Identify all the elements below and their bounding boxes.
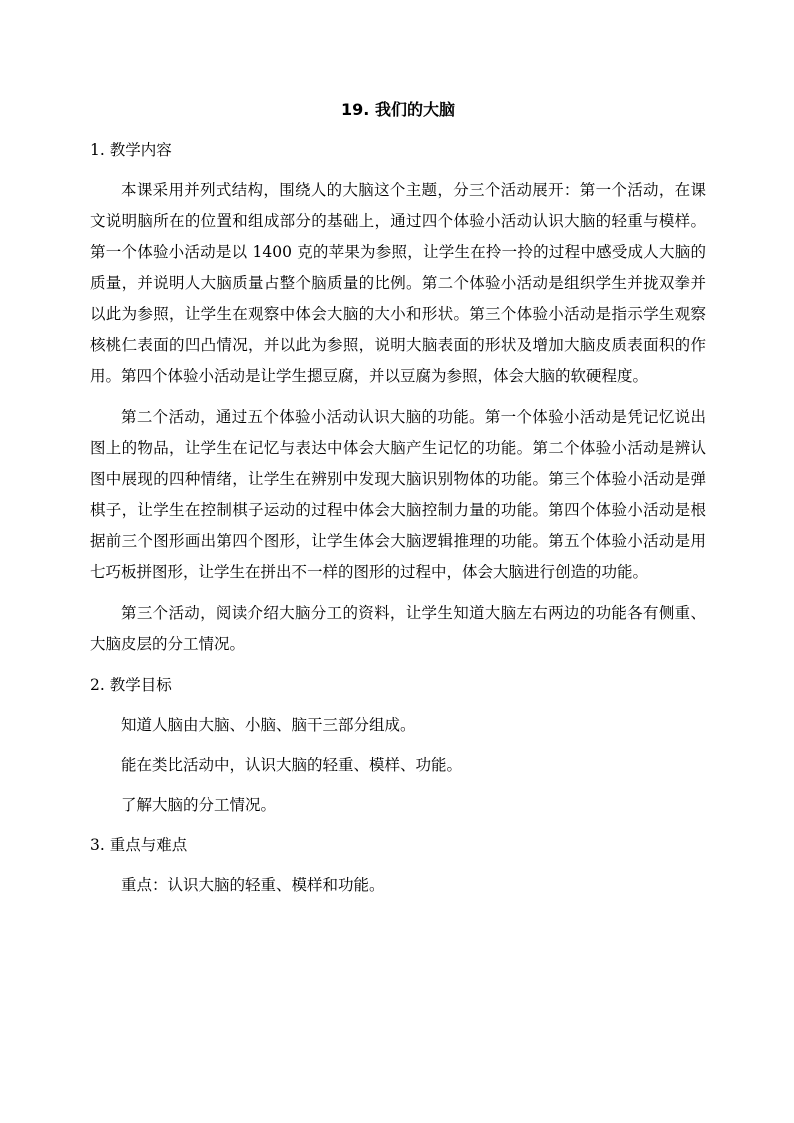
document-title: 19. 我们的大脑 (341, 100, 455, 119)
document-body (90, 95, 706, 910)
goal-item: 能在类比活动中，认识大脑的轻重、模样、功能。 (121, 756, 463, 774)
section-heading-key-points: 3. 重点与难点 (90, 836, 188, 854)
key-point-item: 重点：认识大脑的轻重、模样和功能。 (121, 876, 385, 894)
paragraph-activity-three: 第三个活动，阅读介绍大脑分工的资料，让学生知道大脑左右两边的功能各有侧重、大脑皮层的分工情况。 (90, 604, 706, 653)
paragraph-activity-two: 第二个活动，通过五个体验小活动认识大脑的功能。第一个体验小活动是凭记忆说出图上的物品，让学生在记忆与表达中体会大脑产生记忆的功能。第二个体验小活动是辨认图中展现的四种情绪，让学生在辨别中发现大脑识别物体的功能。第三个体验小活动是弹棋子，让学生在控制棋子运动的过程中体会大脑控制力量的功能。第四个体验小活动是根据前三个图形画出第四个图形，让学生体会大脑逻辑推理的功能。第五个体验小活动是用七巧板拼图形，让学生在拼出不一样的图形的过程中，体会大脑进行创造的功能。 (90, 408, 706, 581)
goal-item: 了解大脑的分工情况。 (121, 796, 277, 814)
section-heading-teaching-content: 1. 教学内容 (90, 141, 172, 159)
section-heading-teaching-goals: 2. 教学目标 (90, 676, 172, 694)
paragraph-activity-one: 本课采用并列式结构，围绕人的大脑这个主题，分三个活动展开：第一个活动，在课文说明脑所在的位置和组成部分的基础上，通过四个体验小活动认识大脑的轻重与模样。第一个体验小活动是以 1400 克的苹果为参照，让学生在拎一拎的过程中感受成人大脑的质量，并说明人大脑质量占整个脑质量的比例。第二个体验小活动是组织学生并拢双拳并以此为参照，让学生在观察中体会大脑的大小和形状。第三个体验小活动是指示学生观察核桃仁表面的凹凸情况，并以此为参照，说明大脑表面的形状及增加大脑皮质表面积的作用。第四个体验小活动是让学生摁豆腐，并以豆腐为参照，体会大脑的软硬程度。 (90, 181, 706, 385)
goal-item: 知道人脑由大脑、小脑、脑干三部分组成。 (121, 716, 416, 734)
